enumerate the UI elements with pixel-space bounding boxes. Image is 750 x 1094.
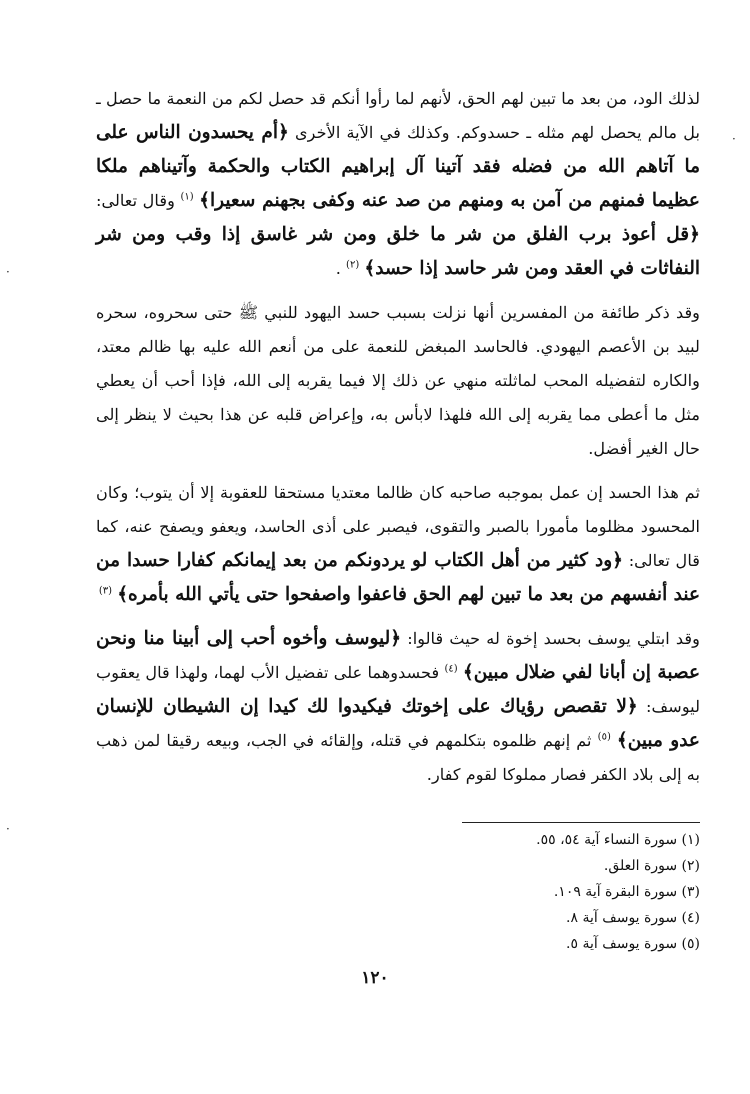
paragraph-1 bbox=[96, 82, 700, 286]
footnote-3: (٣) سورة البقرة آية ١٠٩. bbox=[553, 884, 700, 900]
scan-speck: · bbox=[6, 265, 10, 279]
paragraph-4 bbox=[96, 622, 700, 792]
quran-verse: ﴿ليوسف وأخوه أحب إلى أبينا منا ونحن عصبة إن أبانا لفي ضلال مبين﴾ bbox=[96, 628, 700, 683]
text: لذلك الود، من بعد ما تبين لهم الحق، لأنهم لما رأوا أنكم قد حصل لكم من النعمة ما حصل ـ بل مالم يحصل لهم مثله ـ حسدوكم. وكذلك في الآية الأخرى bbox=[96, 89, 700, 142]
text: فحسدوهما على تفضيل الأب لهما، ولهذا قال يعقوب ليوسف: bbox=[96, 663, 700, 716]
footnote-2: (٢) سورة العلق. bbox=[603, 858, 700, 874]
text: وقد ابتلي يوسف بحسد إخوة له حيث قالوا: bbox=[407, 629, 700, 648]
quran-verse: ﴿قل أعوذ برب الفلق من شر ما خلق ومن شر غاسق إذا وقب ومن شر النفاثات في العقد ومن شر حاسد إذا حسد﴾ bbox=[96, 224, 700, 279]
footnote-4: (٤) سورة يوسف آية ٨. bbox=[566, 910, 700, 926]
footnotes bbox=[96, 822, 700, 957]
footnote-1: (١) سورة النساء آية ٥٤، ٥٥. bbox=[536, 832, 700, 848]
footnote-5: (٥) سورة يوسف آية ٥. bbox=[566, 936, 700, 952]
text: . bbox=[335, 259, 341, 278]
quran-verse: ﴿ود كثير من أهل الكتاب لو يردونكم من بعد إيمانكم كفارا حسدا من عند أنفسهم من بعد ما تبين لهم الحق فاعفوا واصفحوا حتى يأتي الله بأمره﴾ bbox=[96, 550, 700, 605]
scan-speck: · bbox=[732, 132, 736, 146]
quran-verse: ﴿لا تقصص رؤياك على إخوتك فيكيدوا لك كيدا إن الشيطان للإنسان عدو مبين﴾ bbox=[96, 696, 700, 751]
footnote-ref: (١) bbox=[180, 191, 194, 203]
scan-speck: · bbox=[6, 822, 10, 836]
page-body bbox=[96, 82, 700, 792]
quran-verse: ﴿أم يحسدون الناس على ما آتاهم الله من فضله فقد آتينا آل إبراهيم الكتاب والحكمة وآتيناهم ملكا عظيما فمنهم من آمن به ومنهم من صد عنه وكفى بجهنم سعيرا﴾ bbox=[96, 122, 700, 211]
text: ثم هذا الحسد إن عمل بموجبه صاحبه كان ظالما معتديا مستحقا للعقوبة إلا أن يتوب؛ وكان المحسود مظلوما مأمورا بالصبر والتقوى، فيصبر على أذى الحاسد، ويعفو ويصفح عنه، كما قال تعالى: bbox=[96, 483, 700, 570]
footnote-ref: (٢) bbox=[346, 259, 360, 271]
text: ثم إنهم ظلموه بتكلمهم في قتله، وإلقائه في الجب، وبيعه رقيقا لمن ذهب به إلى بلاد الكفر فصار مملوكا لقوم كفار. bbox=[96, 731, 700, 784]
footnote-ref: (٥) bbox=[597, 731, 611, 743]
text: وقال تعالى: bbox=[96, 191, 175, 210]
footnote-divider bbox=[462, 822, 700, 823]
page-number: ١٢٠ bbox=[361, 968, 389, 988]
footnote-ref: (٤) bbox=[444, 663, 458, 675]
paragraph-3 bbox=[96, 476, 700, 612]
paragraph-2: وقد ذكر طائفة من المفسرين أنها نزلت بسبب حسد اليهود للنبي ﷺ حتى سحروه، سحره لبيد بن الأعصم اليهودي. فالحاسد المبغض للنعمة على من أنعم الله عليه بها ظالم معتد، والكاره لتفضيله المحب لماثلته منهي عن ذلك إلا فيما يقربه إلى الله، فإذا أحب أن يعطي مثل ما أعطى مما يقربه إلى الله فلهذا لابأس به، وإعراض قلبه عن هذا بحيث لا ينظر إلى حال الغير أفضل. bbox=[96, 303, 700, 458]
footnote-ref: (٣) bbox=[98, 585, 113, 597]
